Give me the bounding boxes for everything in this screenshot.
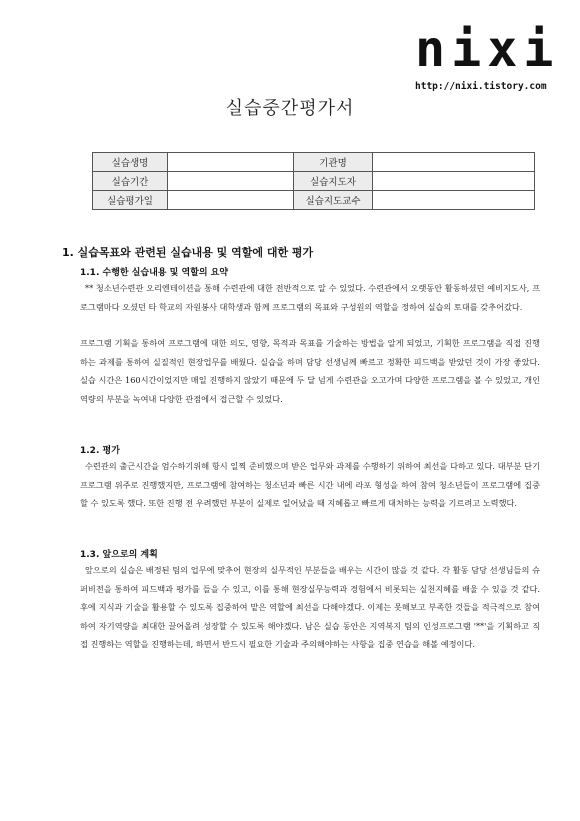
info-table (92, 152, 535, 210)
value-period[interactable] (168, 172, 294, 191)
subsection-heading-plan: 1.3. 앞으로의 계획 (80, 550, 158, 560)
table-row (93, 191, 535, 210)
plan-paragraph: 앞으로의 실습은 배정된 팀의 업무에 맞추어 현장의 실무적인 부분들을 배우는 시간이 많을 것 같다. 각 활동 담당 선생님들의 슈퍼비전을 통하여 피드백과 평가를 들을 수 있고, 이를 통해 현장실무능력과 경험에서 비롯되는 실천지혜를 배울 수 있을 것 같다. 후에 지식과 기술을 활용할 수 있도록 집중하여 맡은 역할에 최선을 다해야겠다. 이제는 못해보고 부족한 것들을 적극적으로 참여하여 자기역량을 최대한 끌어올려 성장할 수 있도록 해야겠다. 남은 실습 동안은 지역복지 팀의 인성프로그램 '**'을 기획하고 직접 진행하는 역할을 진행하는데, 하면서 반드시 필요한 기술과 주의해야하는 사항을 집중 연습을 해볼 예정이다. (80, 565, 540, 649)
value-trainee-name[interactable] (168, 153, 294, 172)
table-row (93, 172, 535, 191)
value-supervisor[interactable] (373, 172, 535, 191)
label-trainee-name: 실습생명 (93, 153, 168, 172)
subsection-heading-summary: 1.1. 수행한 실습내용 및 역할의 요약 (80, 268, 229, 278)
label-supervisor: 실습지도자 (294, 172, 373, 191)
label-institution: 기관명 (294, 153, 373, 172)
value-eval-date[interactable] (168, 191, 294, 210)
value-institution[interactable] (373, 153, 535, 172)
label-eval-date: 실습평가일 (93, 191, 168, 210)
label-period: 실습기간 (93, 172, 168, 191)
document-title: 실습중간평가서 (225, 98, 355, 119)
table-row (93, 153, 535, 172)
label-professor: 실습지도교수 (294, 191, 373, 210)
logo-url[interactable]: http://nixi.tistory.com (415, 81, 547, 92)
section-heading: 1. 실습목표와 관련된 실습내용 및 역할에 대한 평가 (62, 246, 314, 259)
summary-paragraph-2: 프로그램 기획을 통하여 프로그램에 대한 의도, 영향, 목적과 목표를 기술하는 방법을 알게 되었고, 기획한 프로그램을 직접 진행하는 과제를 통하여 실질적인 현장업무를 배웠다. 실습을 하며 담당 선생님께 빠르고 정확한 피드백을 받았던 것이 가장 좋았다. 실습 시간은 160시간이었지만 매일 진행하지 않았기 때문에 두 달 넘게 수련관을 오고가며 다양한 프로그램을 볼 수 있었고, 개인역량의 부분을 녹여내 다양한 관점에서 접근할 수 있었다. (80, 338, 540, 404)
summary-paragraph-1: ** 청소년수련관 오리엔테이션을 통해 수련관에 대한 전반적으로 알 수 있었다. 수련관에서 오랫동안 활동하셨던 예비지도사, 프로그램마다 오셨던 타 학교의 자원봉사 대학생과 함께 프로그램의 목표와 구성원의 역할을 정하여 실습의 토대를 갖추어갔다. (80, 283, 540, 312)
evaluation-paragraph: 수련관의 출근시간을 엄수하기위해 항시 일찍 준비했으며 받은 업무와 과제를 수행하기 위하여 최선을 다하고 있다. 대부분 단기 프로그램 위주로 진행했지만, 프로그램에 참여하는 청소년과 빠른 시간 내에 라포 형성을 하여 참여 청소년들이 프로그램에 집중 할 수 있도록 했다. 또한 진행 전 우려했던 부분이 실제로 일어났을 때 지혜롭고 빠르게 대처하는 능력을 기르려고 노력했다. (80, 461, 540, 508)
value-professor[interactable] (373, 191, 535, 210)
nixi-logo: nixi (415, 20, 560, 78)
subsection-heading-evaluation: 1.2. 평가 (80, 446, 120, 456)
